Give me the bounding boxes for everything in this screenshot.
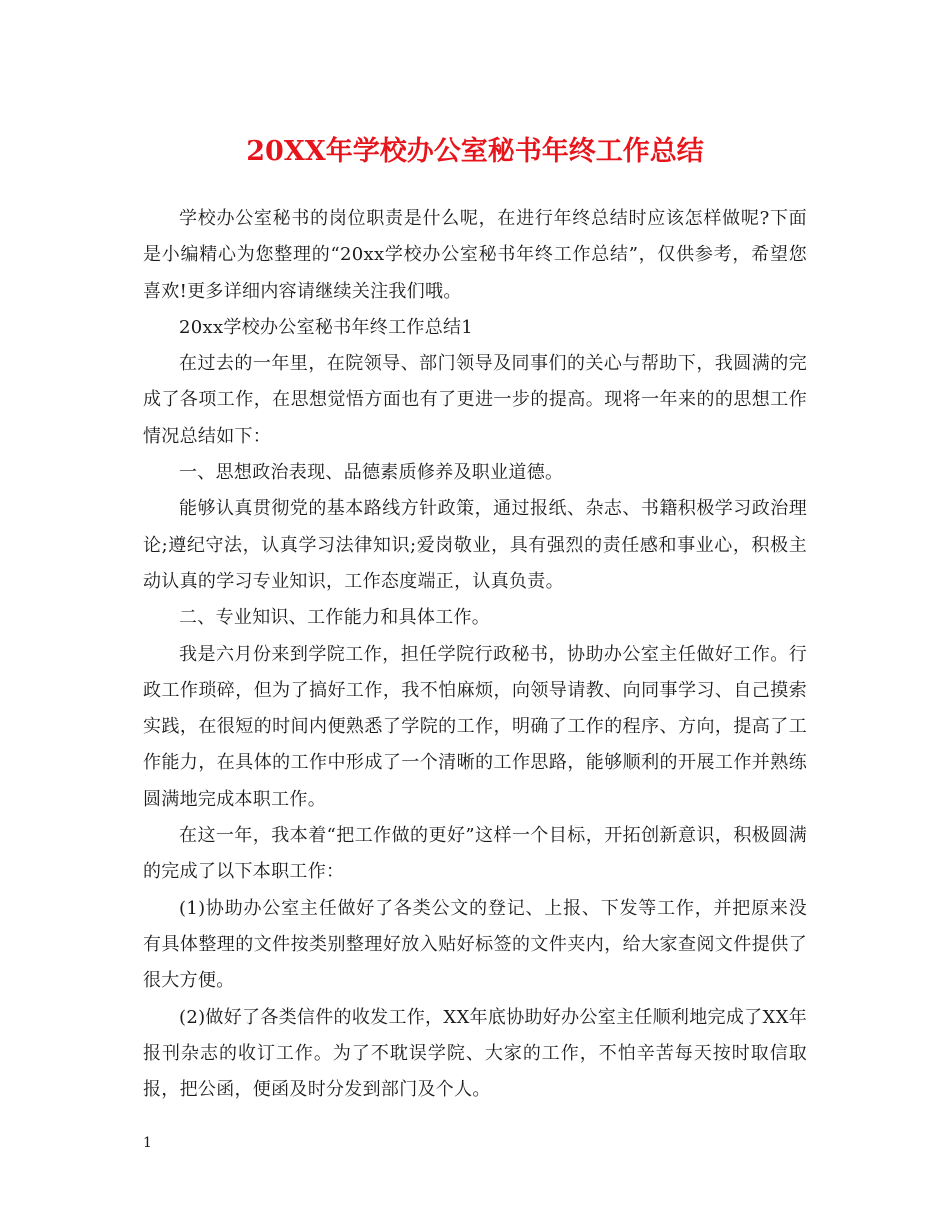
list-item-1: (1)协助办公室主任做好了各类公文的登记、上报、下发等工作，并把原来没有具体整理的文件按类别整理好放入贴好标签的文件夹内，给大家查阅文件提供了很大方便。	[143, 897, 807, 992]
document-title: 20XX年学校办公室秘书年终工作总结	[246, 136, 704, 167]
body-paragraph: 能够认真贯彻党的基本路线方针政策，通过报纸、杂志、书籍积极学习政治理论;遵纪守法，认真学习法律知识;爱岗敬业，具有强烈的责任感和事业心，积极主动认真的学习专业知识，工作态度端正，认真负责。	[143, 498, 807, 592]
list-item-2: (2)做好了各类信件的收发工作，XX年底协助好办公室主任顺利地完成了XX年报刊杂志的收订工作。为了不耽误学院、大家的工作，不怕辛苦每天按时取信取报，把公函，便函及时分发到部门及个人。	[143, 1006, 807, 1101]
page-number: 1	[143, 1135, 152, 1151]
intro-paragraph: 学校办公室秘书的岗位职责是什么呢，在进行年终总结时应该怎样做呢?下面是小编精心为您整理的“20xx学校办公室秘书年终工作总结”，仅供参考，希望您喜欢!更多详细内容请继续关注我们哦。	[143, 208, 807, 302]
section-heading-political: 一、思想政治表现、品德素质修养及职业道德。	[179, 462, 564, 484]
body-paragraph: 在这一年，我本着“把工作做的更好”这样一个目标，开拓创新意识，积极圆满的完成了以下本职工作：	[143, 825, 807, 883]
document-body	[143, 201, 807, 1108]
body-paragraph: 我是六月份来到学院工作，担任学院行政秘书，协助办公室主任做好工作。行政工作琐碎，但为了搞好工作，我不怕麻烦，向领导请教、向同事学习、自己摸索实践，在很短的时间内便熟悉了学院的工作，明确了工作的程序、方向，提高了工作能力，在具体的工作中形成了一个清晰的工作思路，能够顺利的开展工作并熟练圆满地完成本职工作。	[143, 643, 807, 810]
section-heading-professional: 二、专业知识、工作能力和具体工作。	[179, 607, 491, 629]
section-heading-summary-1: 20xx学校办公室秘书年终工作总结1	[179, 316, 474, 338]
body-paragraph: 在过去的一年里，在院领导、部门领导及同事们的关心与帮助下，我圆满的完成了各项工作，在思想觉悟方面也有了更进一步的提高。现将一年来的的思想工作情况总结如下：	[143, 353, 807, 447]
